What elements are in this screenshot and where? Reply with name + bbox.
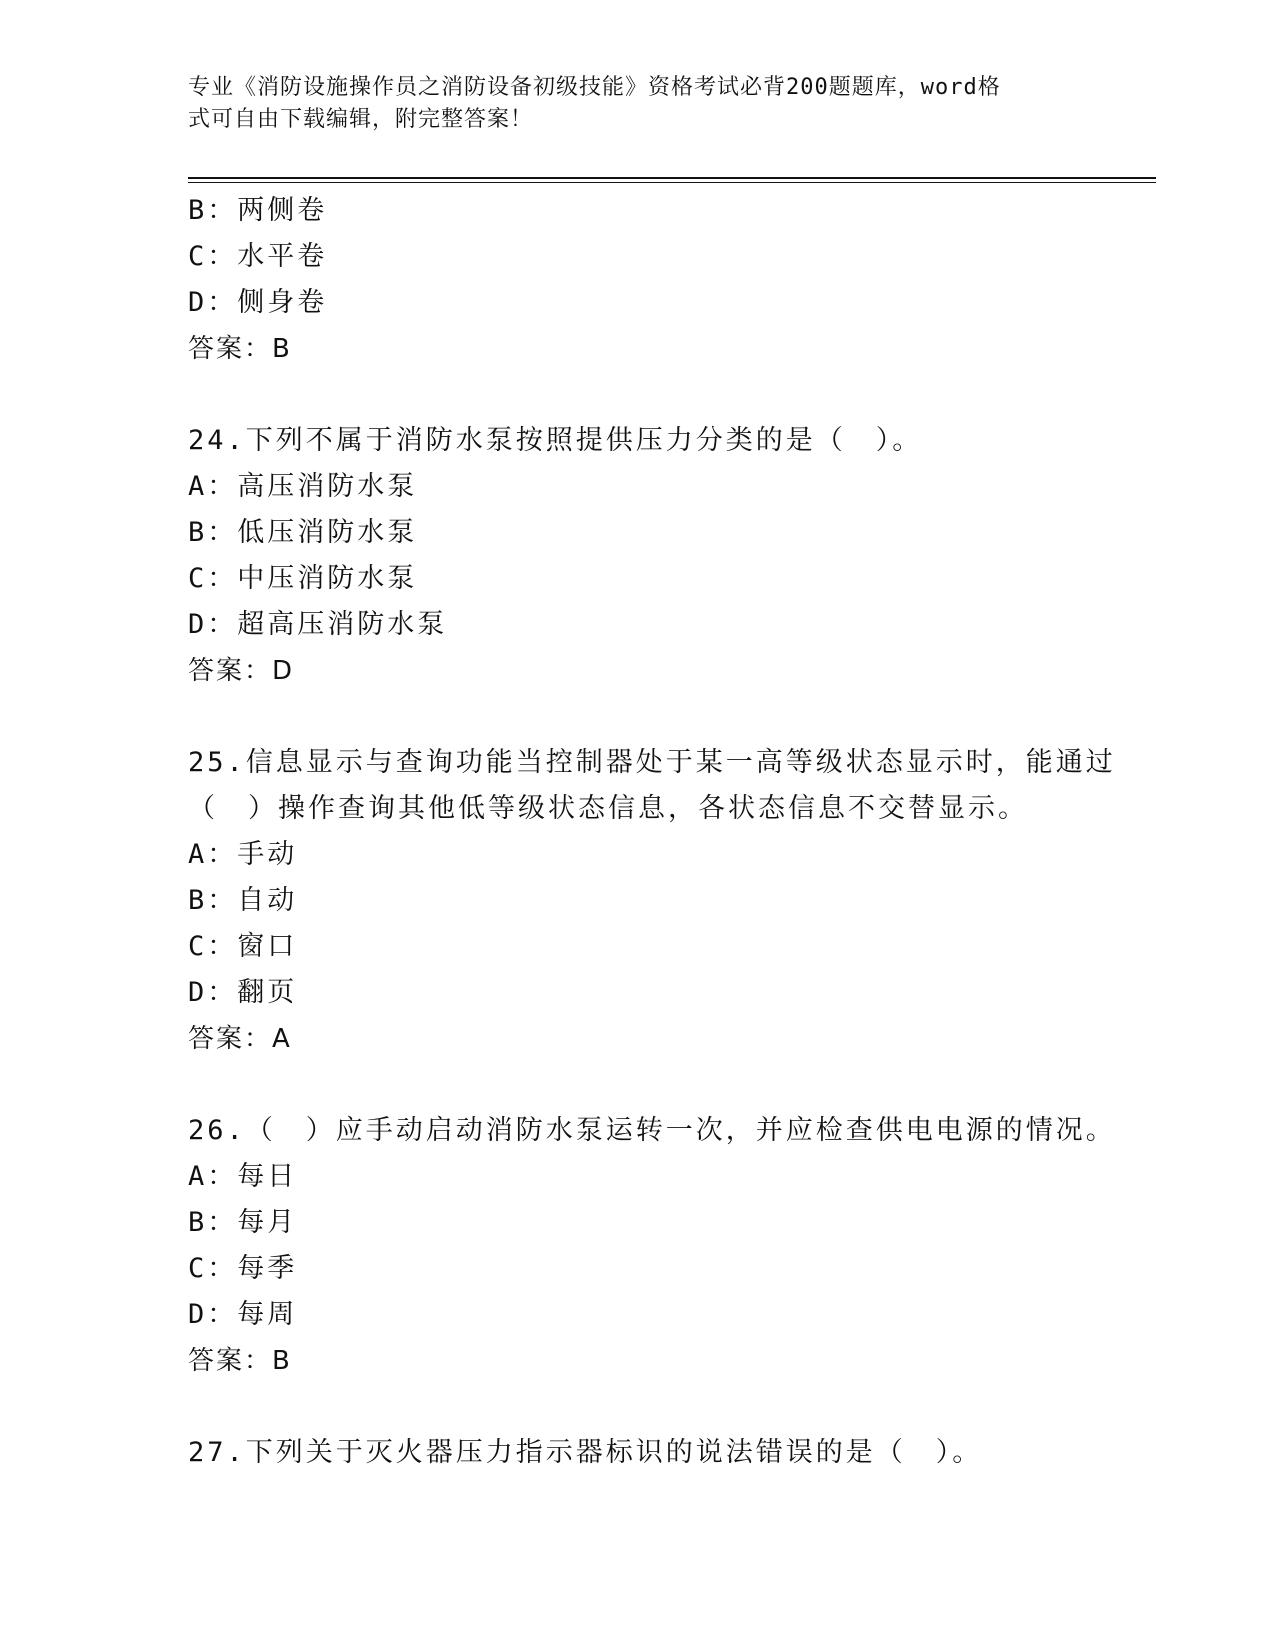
header-divider-thin (188, 182, 1156, 183)
answer-line: 答案：B (188, 1346, 292, 1376)
spacer (188, 1062, 1088, 1108)
header-line-2: 式可自由下载编辑，附完整答案！ (188, 107, 534, 132)
question-text: 26.（ ）应手动启动消防水泵运转一次，并应检查供电电源的情况。 (188, 1115, 1116, 1146)
spacer (188, 1384, 1088, 1430)
question-text: 24.下列不属于消防水泵按照提供压力分类的是（ ）。 (188, 425, 923, 456)
option-d: D：超高压消防水泵 (188, 609, 448, 640)
option-d: D：翻页 (188, 977, 298, 1008)
option-c: C：每季 (188, 1253, 298, 1284)
option-c: C：窗口 (188, 931, 298, 962)
question-text: 27.下列关于灭火器压力指示器标识的说法错误的是（ ）。 (188, 1437, 983, 1468)
option-b: B：两侧卷 (188, 195, 328, 226)
answer-line: 答案：D (188, 656, 295, 686)
header-line-1: 专业《消防设施操作员之消防设备初级技能》资格考试必背200题题库，word格 (188, 75, 1001, 100)
option-d: D：每周 (188, 1299, 298, 1330)
spacer (188, 694, 1088, 740)
option-a: A：每日 (188, 1161, 298, 1192)
question-text-line-1: 25.信息显示与查询功能当控制器处于某一高等级状态显示时，能通过 (188, 747, 1116, 778)
spacer (188, 372, 1088, 418)
document-header (188, 72, 1088, 136)
option-b: B：每月 (188, 1207, 298, 1238)
answer-line: 答案：B (188, 334, 292, 364)
option-a: A：手动 (188, 839, 298, 870)
option-b: B：低压消防水泵 (188, 517, 418, 548)
option-d: D：侧身卷 (188, 287, 328, 318)
header-divider-thick (188, 177, 1156, 179)
option-a: A：高压消防水泵 (188, 471, 418, 502)
question-list (188, 188, 1116, 1476)
answer-line: 答案：A (188, 1024, 292, 1054)
option-c: C：水平卷 (188, 241, 328, 272)
question-text-line-2: （ ）操作查询其他低等级状态信息，各状态信息不交替显示。 (188, 793, 1028, 824)
option-c: C：中压消防水泵 (188, 563, 418, 594)
option-b: B：自动 (188, 885, 298, 916)
